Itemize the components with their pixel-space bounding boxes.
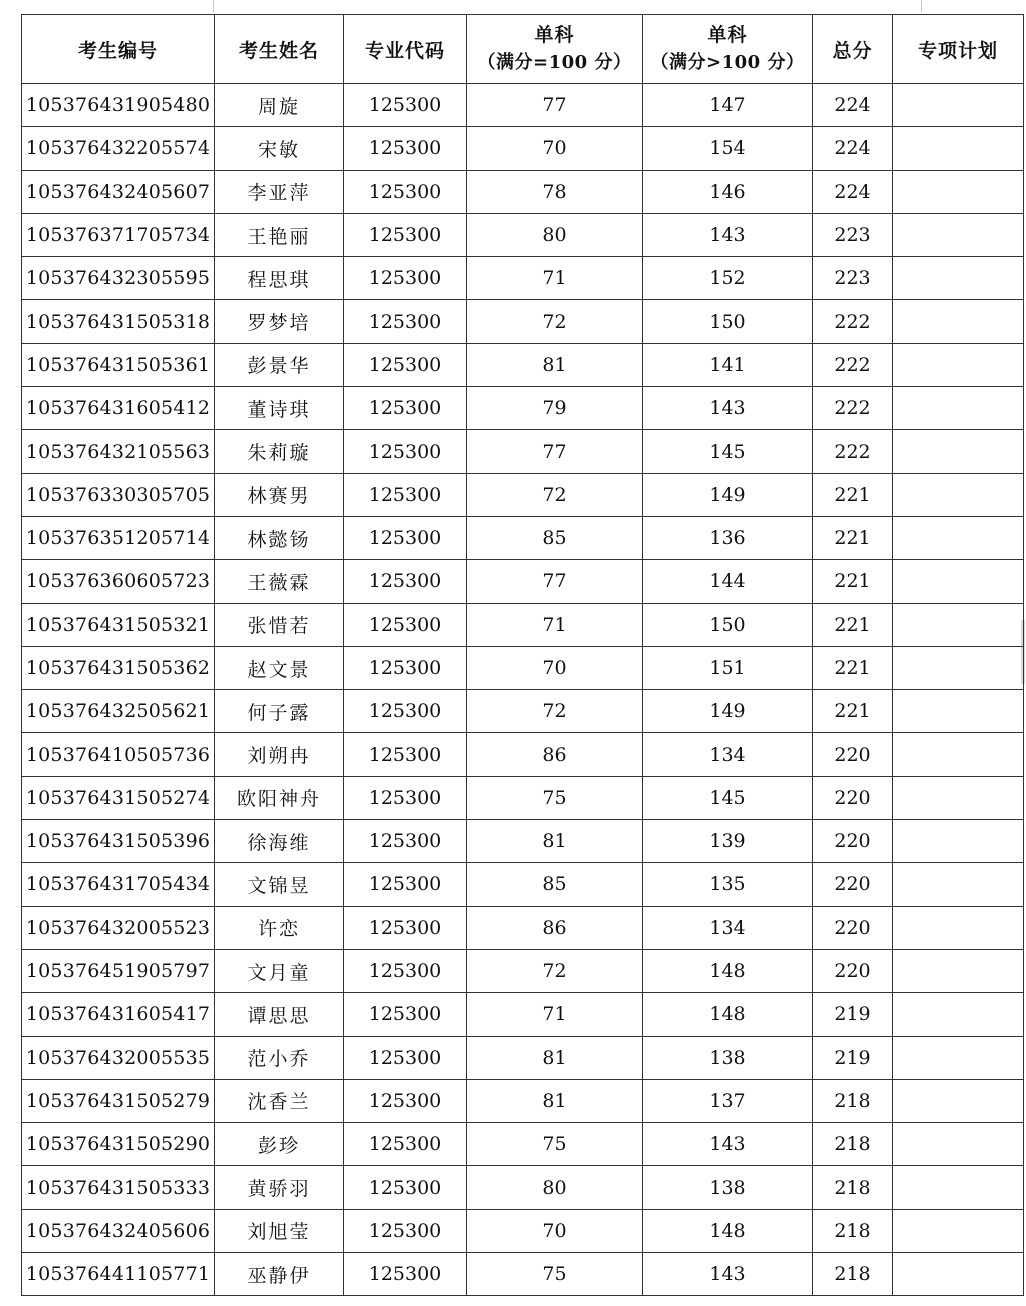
cell-candidate-name: 李亚萍 — [215, 170, 344, 213]
cell-total-score: 218 — [813, 1253, 893, 1296]
cell-total-score: 221 — [813, 690, 893, 733]
cell-major-code: 125300 — [344, 863, 467, 906]
cell-special-plan — [893, 473, 1024, 516]
cell-special-plan — [893, 646, 1024, 689]
cell-candidate-id: 105376432105563 — [22, 430, 215, 473]
cell-total-score: 224 — [813, 127, 893, 170]
cell-major-code: 125300 — [344, 1166, 467, 1209]
cell-candidate-name: 刘旭莹 — [215, 1209, 344, 1252]
cell-candidate-id: 105376432005535 — [22, 1036, 215, 1079]
page-corner-mark-right — [921, 0, 922, 12]
table-row — [22, 127, 1024, 170]
cell-subject-over-100-score: 138 — [643, 1036, 813, 1079]
cell-major-code: 125300 — [344, 170, 467, 213]
cell-candidate-name: 张惜若 — [215, 603, 344, 646]
cell-subject-100-score: 71 — [467, 603, 643, 646]
header-subject-over-100-title: 单科 — [707, 24, 748, 46]
cell-special-plan — [893, 1036, 1024, 1079]
score-table — [21, 14, 1024, 1296]
cell-subject-over-100-score: 141 — [643, 343, 813, 386]
cell-candidate-id: 105376431505333 — [22, 1166, 215, 1209]
cell-candidate-id: 105376351205714 — [22, 516, 215, 559]
table-row — [22, 343, 1024, 386]
cell-subject-over-100-score: 143 — [643, 1123, 813, 1166]
table-row — [22, 863, 1024, 906]
cell-total-score: 223 — [813, 213, 893, 256]
cell-candidate-name: 刘朔冉 — [215, 733, 344, 776]
table-row — [22, 1253, 1024, 1296]
cell-candidate-name: 彭景华 — [215, 343, 344, 386]
cell-total-score: 221 — [813, 646, 893, 689]
cell-total-score: 218 — [813, 1166, 893, 1209]
cell-special-plan — [893, 1166, 1024, 1209]
cell-subject-over-100-score: 137 — [643, 1079, 813, 1122]
cell-subject-over-100-score: 150 — [643, 603, 813, 646]
cell-candidate-id: 105376432405607 — [22, 170, 215, 213]
cell-major-code: 125300 — [344, 776, 467, 819]
cell-special-plan — [893, 343, 1024, 386]
cell-total-score: 221 — [813, 603, 893, 646]
cell-candidate-name: 文锦昱 — [215, 863, 344, 906]
cell-candidate-name: 许恋 — [215, 906, 344, 949]
cell-subject-over-100-score: 150 — [643, 300, 813, 343]
cell-subject-100-score: 81 — [467, 343, 643, 386]
header-total: 总分 — [813, 15, 893, 84]
table-row — [22, 690, 1024, 733]
cell-candidate-id: 105376431505290 — [22, 1123, 215, 1166]
cell-candidate-id: 105376432305595 — [22, 257, 215, 300]
cell-candidate-name: 黄骄羽 — [215, 1166, 344, 1209]
cell-subject-100-score: 72 — [467, 473, 643, 516]
cell-special-plan — [893, 603, 1024, 646]
cell-total-score: 221 — [813, 473, 893, 516]
table-row — [22, 646, 1024, 689]
header-subject-over-100-note: （满分>100 分） — [650, 52, 805, 73]
table-row — [22, 560, 1024, 603]
cell-major-code: 125300 — [344, 387, 467, 430]
cell-total-score: 220 — [813, 906, 893, 949]
cell-special-plan — [893, 1253, 1024, 1296]
cell-major-code: 125300 — [344, 993, 467, 1036]
cell-candidate-id: 105376431505361 — [22, 343, 215, 386]
cell-total-score: 221 — [813, 560, 893, 603]
cell-major-code: 125300 — [344, 646, 467, 689]
cell-major-code: 125300 — [344, 84, 467, 127]
cell-total-score: 219 — [813, 1036, 893, 1079]
cell-subject-100-score: 86 — [467, 733, 643, 776]
table-row — [22, 603, 1024, 646]
cell-subject-over-100-score: 143 — [643, 387, 813, 430]
header-subject-over-100 — [643, 15, 813, 84]
cell-subject-100-score: 72 — [467, 690, 643, 733]
cell-candidate-name: 董诗琪 — [215, 387, 344, 430]
cell-subject-over-100-score: 149 — [643, 690, 813, 733]
cell-candidate-id: 105376431605412 — [22, 387, 215, 430]
cell-candidate-id: 105376360605723 — [22, 560, 215, 603]
cell-major-code: 125300 — [344, 430, 467, 473]
cell-candidate-name: 范小乔 — [215, 1036, 344, 1079]
cell-major-code: 125300 — [344, 690, 467, 733]
cell-candidate-name: 谭思思 — [215, 993, 344, 1036]
cell-major-code: 125300 — [344, 603, 467, 646]
cell-candidate-name: 程思琪 — [215, 257, 344, 300]
table-row — [22, 906, 1024, 949]
cell-candidate-name: 罗梦培 — [215, 300, 344, 343]
cell-total-score: 224 — [813, 84, 893, 127]
cell-candidate-id: 105376432405606 — [22, 1209, 215, 1252]
cell-candidate-name: 王艳丽 — [215, 213, 344, 256]
cell-special-plan — [893, 170, 1024, 213]
cell-total-score: 220 — [813, 820, 893, 863]
cell-special-plan — [893, 127, 1024, 170]
header-subject-100-note: （满分=100 分） — [477, 52, 632, 73]
cell-subject-over-100-score: 138 — [643, 1166, 813, 1209]
cell-special-plan — [893, 300, 1024, 343]
cell-candidate-id: 105376432205574 — [22, 127, 215, 170]
cell-subject-100-score: 81 — [467, 1079, 643, 1122]
cell-subject-100-score: 85 — [467, 516, 643, 559]
cell-total-score: 219 — [813, 993, 893, 1036]
cell-major-code: 125300 — [344, 1036, 467, 1079]
cell-total-score: 220 — [813, 776, 893, 819]
cell-total-score: 222 — [813, 430, 893, 473]
cell-candidate-id: 105376431505321 — [22, 603, 215, 646]
cell-subject-100-score: 77 — [467, 84, 643, 127]
cell-major-code: 125300 — [344, 473, 467, 516]
cell-subject-100-score: 75 — [467, 1253, 643, 1296]
cell-candidate-name: 彭珍 — [215, 1123, 344, 1166]
table-row — [22, 1209, 1024, 1252]
cell-candidate-id: 105376431705434 — [22, 863, 215, 906]
cell-subject-100-score: 80 — [467, 213, 643, 256]
cell-total-score: 218 — [813, 1123, 893, 1166]
cell-special-plan — [893, 690, 1024, 733]
cell-subject-over-100-score: 139 — [643, 820, 813, 863]
cell-major-code: 125300 — [344, 257, 467, 300]
cell-candidate-id: 105376431505362 — [22, 646, 215, 689]
cell-major-code: 125300 — [344, 906, 467, 949]
cell-special-plan — [893, 993, 1024, 1036]
cell-candidate-id: 105376432005523 — [22, 906, 215, 949]
cell-total-score: 220 — [813, 733, 893, 776]
cell-candidate-id: 105376431505279 — [22, 1079, 215, 1122]
table-row — [22, 170, 1024, 213]
cell-subject-100-score: 70 — [467, 1209, 643, 1252]
cell-subject-100-score: 79 — [467, 387, 643, 430]
cell-subject-over-100-score: 151 — [643, 646, 813, 689]
cell-candidate-name: 沈香兰 — [215, 1079, 344, 1122]
table-row — [22, 949, 1024, 992]
cell-candidate-id: 105376371705734 — [22, 213, 215, 256]
cell-major-code: 125300 — [344, 127, 467, 170]
cell-subject-100-score: 77 — [467, 430, 643, 473]
cell-subject-over-100-score: 145 — [643, 430, 813, 473]
cell-major-code: 125300 — [344, 300, 467, 343]
cell-total-score: 222 — [813, 387, 893, 430]
cell-subject-over-100-score: 136 — [643, 516, 813, 559]
cell-total-score: 222 — [813, 343, 893, 386]
cell-special-plan — [893, 733, 1024, 776]
cell-major-code: 125300 — [344, 733, 467, 776]
cell-major-code: 125300 — [344, 560, 467, 603]
cell-subject-100-score: 85 — [467, 863, 643, 906]
cell-candidate-name: 巫静伊 — [215, 1253, 344, 1296]
table-row — [22, 300, 1024, 343]
cell-subject-over-100-score: 135 — [643, 863, 813, 906]
table-row — [22, 1123, 1024, 1166]
cell-special-plan — [893, 1209, 1024, 1252]
cell-major-code: 125300 — [344, 949, 467, 992]
cell-subject-over-100-score: 134 — [643, 733, 813, 776]
cell-total-score: 222 — [813, 300, 893, 343]
cell-major-code: 125300 — [344, 343, 467, 386]
cell-total-score: 218 — [813, 1079, 893, 1122]
header-subject-100 — [467, 15, 643, 84]
cell-candidate-id: 105376431605417 — [22, 993, 215, 1036]
cell-candidate-name: 徐海维 — [215, 820, 344, 863]
cell-special-plan — [893, 387, 1024, 430]
table-row — [22, 257, 1024, 300]
cell-subject-over-100-score: 147 — [643, 84, 813, 127]
cell-total-score: 224 — [813, 170, 893, 213]
cell-subject-100-score: 72 — [467, 949, 643, 992]
cell-major-code: 125300 — [344, 1253, 467, 1296]
header-candidate-id: 考生编号 — [22, 15, 215, 84]
cell-subject-over-100-score: 143 — [643, 1253, 813, 1296]
cell-subject-over-100-score: 154 — [643, 127, 813, 170]
table-row — [22, 1166, 1024, 1209]
table-row — [22, 776, 1024, 819]
cell-subject-100-score: 75 — [467, 1123, 643, 1166]
cell-subject-over-100-score: 149 — [643, 473, 813, 516]
table-row — [22, 473, 1024, 516]
cell-total-score: 221 — [813, 516, 893, 559]
cell-subject-100-score: 71 — [467, 257, 643, 300]
table-row — [22, 387, 1024, 430]
cell-major-code: 125300 — [344, 1123, 467, 1166]
cell-special-plan — [893, 820, 1024, 863]
cell-special-plan — [893, 949, 1024, 992]
cell-candidate-name: 何子露 — [215, 690, 344, 733]
cell-special-plan — [893, 516, 1024, 559]
cell-subject-over-100-score: 134 — [643, 906, 813, 949]
cell-subject-100-score: 77 — [467, 560, 643, 603]
table-row — [22, 820, 1024, 863]
cell-total-score: 223 — [813, 257, 893, 300]
cell-special-plan — [893, 213, 1024, 256]
cell-candidate-name: 文月童 — [215, 949, 344, 992]
page-corner-mark-left — [213, 0, 214, 12]
table-row — [22, 1079, 1024, 1122]
table-row — [22, 516, 1024, 559]
cell-special-plan — [893, 560, 1024, 603]
header-subject-100-title: 单科 — [534, 24, 575, 46]
cell-candidate-id: 105376431505274 — [22, 776, 215, 819]
table-row — [22, 733, 1024, 776]
cell-subject-over-100-score: 146 — [643, 170, 813, 213]
table-row — [22, 213, 1024, 256]
header-special-plan: 专项计划 — [893, 15, 1024, 84]
cell-subject-100-score: 81 — [467, 1036, 643, 1079]
cell-total-score: 220 — [813, 863, 893, 906]
cell-subject-100-score: 81 — [467, 820, 643, 863]
cell-candidate-id: 105376410505736 — [22, 733, 215, 776]
cell-total-score: 220 — [813, 949, 893, 992]
cell-subject-100-score: 72 — [467, 300, 643, 343]
table-row — [22, 993, 1024, 1036]
cell-candidate-name: 朱莉璇 — [215, 430, 344, 473]
cell-subject-100-score: 75 — [467, 776, 643, 819]
table-body — [22, 84, 1024, 1296]
cell-special-plan — [893, 430, 1024, 473]
cell-major-code: 125300 — [344, 516, 467, 559]
cell-subject-over-100-score: 143 — [643, 213, 813, 256]
cell-major-code: 125300 — [344, 1209, 467, 1252]
cell-subject-100-score: 86 — [467, 906, 643, 949]
header-candidate-name: 考生姓名 — [215, 15, 344, 84]
cell-subject-100-score: 70 — [467, 646, 643, 689]
cell-subject-over-100-score: 145 — [643, 776, 813, 819]
cell-subject-over-100-score: 148 — [643, 949, 813, 992]
cell-special-plan — [893, 776, 1024, 819]
cell-major-code: 125300 — [344, 1079, 467, 1122]
cell-special-plan — [893, 257, 1024, 300]
cell-candidate-name: 周旋 — [215, 84, 344, 127]
cell-subject-over-100-score: 148 — [643, 1209, 813, 1252]
cell-major-code: 125300 — [344, 820, 467, 863]
cell-candidate-id: 105376441105771 — [22, 1253, 215, 1296]
cell-special-plan — [893, 863, 1024, 906]
cell-subject-over-100-score: 152 — [643, 257, 813, 300]
cell-candidate-id: 105376431505318 — [22, 300, 215, 343]
cell-special-plan — [893, 1079, 1024, 1122]
cell-subject-100-score: 70 — [467, 127, 643, 170]
cell-candidate-id: 105376431505396 — [22, 820, 215, 863]
cell-total-score: 218 — [813, 1209, 893, 1252]
cell-candidate-id: 105376330305705 — [22, 473, 215, 516]
cell-subject-100-score: 80 — [467, 1166, 643, 1209]
cell-special-plan — [893, 906, 1024, 949]
header-major-code: 专业代码 — [344, 15, 467, 84]
cell-candidate-name: 宋敏 — [215, 127, 344, 170]
cell-subject-100-score: 78 — [467, 170, 643, 213]
cell-candidate-id: 105376431905480 — [22, 84, 215, 127]
cell-candidate-name: 林懿钖 — [215, 516, 344, 559]
table-row — [22, 1036, 1024, 1079]
cell-candidate-name: 林赛男 — [215, 473, 344, 516]
cell-subject-over-100-score: 148 — [643, 993, 813, 1036]
table-row — [22, 84, 1024, 127]
cell-subject-over-100-score: 144 — [643, 560, 813, 603]
cell-candidate-name: 欧阳神舟 — [215, 776, 344, 819]
cell-special-plan — [893, 1123, 1024, 1166]
cell-major-code: 125300 — [344, 213, 467, 256]
table-row — [22, 430, 1024, 473]
cell-subject-100-score: 71 — [467, 993, 643, 1036]
cell-special-plan — [893, 84, 1024, 127]
cell-candidate-id: 105376451905797 — [22, 949, 215, 992]
cell-candidate-name: 王薇霖 — [215, 560, 344, 603]
table-header-row — [22, 15, 1024, 84]
cell-candidate-name: 赵文景 — [215, 646, 344, 689]
cell-candidate-id: 105376432505621 — [22, 690, 215, 733]
